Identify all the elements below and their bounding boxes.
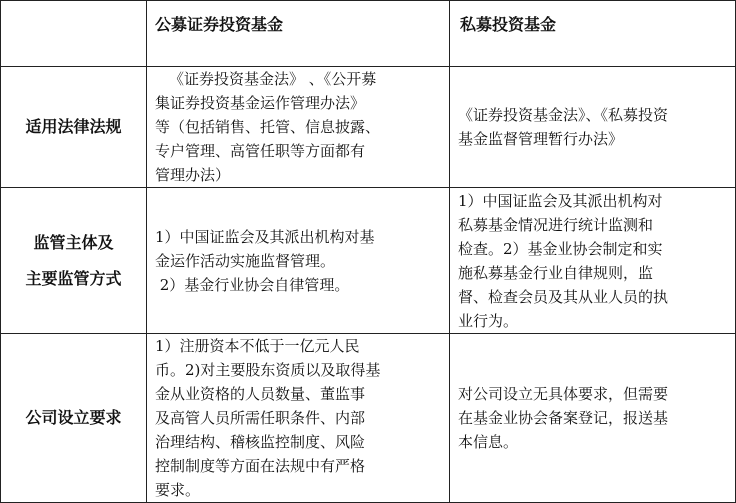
text-line: 治理结构、稽核监控制度、风险 <box>155 433 366 451</box>
row-label <box>1 188 147 334</box>
text-line: 《证券投资基金法》 、《公开募 <box>169 70 377 88</box>
text-line: 控制制度等方面在法规中有严格 <box>155 457 366 475</box>
header-public-fund: 公募证券投资基金 <box>147 1 450 67</box>
public-cell <box>147 67 450 188</box>
private-cell <box>450 188 736 334</box>
header-private-fund: 私募投资基金 <box>450 1 736 67</box>
text-line: 集证券投资基金运作管理办法》 <box>155 94 366 112</box>
text-line: 金从业资格的人员数量、董监事 <box>155 385 366 403</box>
public-cell <box>147 188 450 334</box>
row-label-line: 监管主体及 <box>33 232 114 252</box>
row-label-line: 适用法律法规 <box>25 117 122 136</box>
private-cell <box>450 67 736 188</box>
text-line: 基金监督管理暂行办法》 <box>458 130 624 148</box>
row-label-line: 公司设立要求 <box>25 408 122 427</box>
text-line: 《证券投资基金法》、《私募投资 <box>458 106 669 124</box>
text-line: 1）注册资本不低于一亿元人民 <box>155 337 360 355</box>
table-row <box>1 188 736 334</box>
text-line: 业行为。 <box>458 311 519 330</box>
text-line: 及高管人员所需任职条件、内部 <box>155 409 366 427</box>
table-row <box>1 334 736 503</box>
text-line: 施私募基金行业自律规则，监 <box>458 263 654 282</box>
text-line: 私募基金情况进行统计监测和 <box>458 215 654 234</box>
text-line: 督、检查会员及其从业人员的执 <box>458 287 669 306</box>
header-row <box>1 1 736 67</box>
text-line: 在基金业协会备案登记，报送基 <box>458 409 669 427</box>
row-label <box>1 334 147 503</box>
table-row <box>1 67 736 188</box>
private-cell <box>450 334 736 503</box>
text-line: 要求。 <box>155 481 201 499</box>
text-line: 1）中国证监会及其派出机构对 <box>458 191 663 210</box>
text-line: 金运作活动实施监督管理。 <box>155 251 336 270</box>
text-line: 管理办法） <box>155 166 231 184</box>
text-line: 等（包括销售、托管、信息披露、 <box>155 118 381 136</box>
text-line: 本信息。 <box>458 433 519 451</box>
public-cell <box>147 334 450 503</box>
text-line: 专户管理、高管任职等方面都有 <box>155 142 366 160</box>
corner-cell <box>1 1 147 67</box>
text-line: 对公司设立无具体要求，但需要 <box>458 385 669 403</box>
row-label-line: 主要监管方式 <box>25 268 122 288</box>
text-line: 检查。2）基金业协会制定和实 <box>458 239 663 258</box>
row-label <box>1 67 147 188</box>
text-line: 币。2)对主要股东资质以及取得基 <box>155 361 381 379</box>
text-line: 1）中国证监会及其派出机构对基 <box>155 227 375 246</box>
text-line: 2）基金行业协会自律管理。 <box>155 275 350 294</box>
